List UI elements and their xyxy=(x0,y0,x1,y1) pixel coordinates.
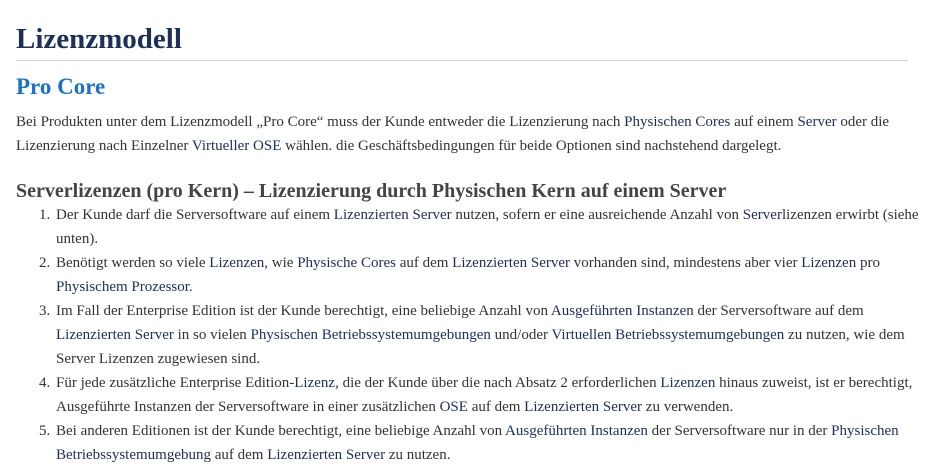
term-link[interactable]: Lizenzierten Server xyxy=(56,327,174,343)
item-text: Im Fall der Enterprise Edition ist der Kunde berechtigt, eine beliebige Anzahl von xyxy=(56,303,551,319)
term-link[interactable]: Lizenzierten Server xyxy=(333,207,452,223)
item-text: . xyxy=(188,279,193,295)
item-text: Für jede zusätzliche Enterprise Edition- xyxy=(56,375,295,391)
term-link[interactable]: Physischem Prozessor xyxy=(56,279,189,295)
term-link[interactable]: Ausgeführten Instanzen xyxy=(505,423,648,439)
title-divider xyxy=(16,60,908,61)
term-link[interactable]: Physische Cores xyxy=(297,255,396,271)
term-link[interactable]: Physischen Betriebssystemumgebung xyxy=(56,423,899,463)
list-item xyxy=(54,203,924,251)
item-text: zu verwenden. xyxy=(642,399,734,415)
item-text: lizenzen erwirbt (siehe unten). xyxy=(56,207,919,247)
term-link[interactable]: Lizenzen xyxy=(209,255,265,271)
subsection-heading: Serverlizenzen (pro Kern) – Lizenzierung durch Physischen Kern auf einem Server xyxy=(16,180,727,202)
intro-text: auf einem xyxy=(730,114,798,130)
item-text: nutzen, sofern er eine ausreichende Anzahl von xyxy=(451,207,743,223)
term-link[interactable]: Server xyxy=(742,207,782,223)
term-link[interactable]: Lizenzierten Server xyxy=(267,447,386,463)
item-text: auf dem xyxy=(467,399,525,415)
term-link[interactable]: Virtuellen Betriebssystemumgebungen xyxy=(551,327,785,343)
list-item xyxy=(54,251,924,299)
term-link[interactable]: Virtueller OSE xyxy=(191,138,282,154)
item-text: hinaus zuweist, ist er berechtigt, Ausgeführte Instanzen der Serversoftware in einer zusätzlichen xyxy=(56,375,913,415)
item-text: vorhanden sind, mindestens aber vier xyxy=(570,255,802,271)
term-link[interactable]: OSE xyxy=(439,399,468,415)
item-text: in so vielen xyxy=(173,327,251,343)
term-link[interactable]: Physischen Betriebssystemumgebungen xyxy=(250,327,491,343)
item-text: zu nutzen, wie dem Server Lizenzen zugewiesen sind. xyxy=(56,327,905,367)
intro-text: oder die Lizenzierung nach Einzelner xyxy=(16,114,890,154)
term-link[interactable]: Lizenzen xyxy=(801,255,857,271)
item-text: Der Kunde darf die Serversoftware auf einem xyxy=(56,207,334,223)
item-text: pro xyxy=(856,255,880,271)
item-text: Bei anderen Editionen ist der Kunde berechtigt, eine beliebige Anzahl von xyxy=(56,423,506,439)
item-text: auf dem xyxy=(395,255,453,271)
item-text: , die der Kunde über die nach Absatz 2 erforderlichen xyxy=(335,375,661,391)
item-text: , wie xyxy=(264,255,298,271)
list-item xyxy=(54,371,924,419)
item-text: der Serversoftware nur in der xyxy=(647,423,832,439)
page-title: Lizenzmodell xyxy=(16,23,182,55)
term-link[interactable]: Lizenzierten Server xyxy=(452,255,571,271)
term-link[interactable]: Ausgeführten Instanzen xyxy=(550,303,694,319)
license-rules-list xyxy=(16,203,924,467)
item-text: zu nutzen. xyxy=(385,447,451,463)
intro-paragraph xyxy=(16,110,896,158)
item-text: auf dem xyxy=(210,447,268,463)
term-link[interactable]: Lizenzierten Server xyxy=(524,399,643,415)
term-link[interactable]: Lizenzen xyxy=(660,375,716,391)
item-text: der Serversoftware auf dem xyxy=(693,303,864,319)
term-link[interactable]: Server xyxy=(797,114,837,130)
intro-text: wählen. die Geschäftsbedingungen für beide Optionen sind nachstehend dargelegt. xyxy=(281,138,782,154)
list-item xyxy=(54,419,924,467)
term-link[interactable]: Physischen Cores xyxy=(624,114,731,130)
list-item xyxy=(54,299,924,371)
item-text: Benötigt werden so viele xyxy=(56,255,210,271)
item-text: und/oder xyxy=(490,327,552,343)
term-link[interactable]: Lizenz xyxy=(294,375,336,391)
section-heading: Pro Core xyxy=(16,74,106,99)
intro-text: Bei Produkten unter dem Lizenzmodell „Pro Core“ muss der Kunde entweder die Lizenzierung nach xyxy=(16,114,625,130)
